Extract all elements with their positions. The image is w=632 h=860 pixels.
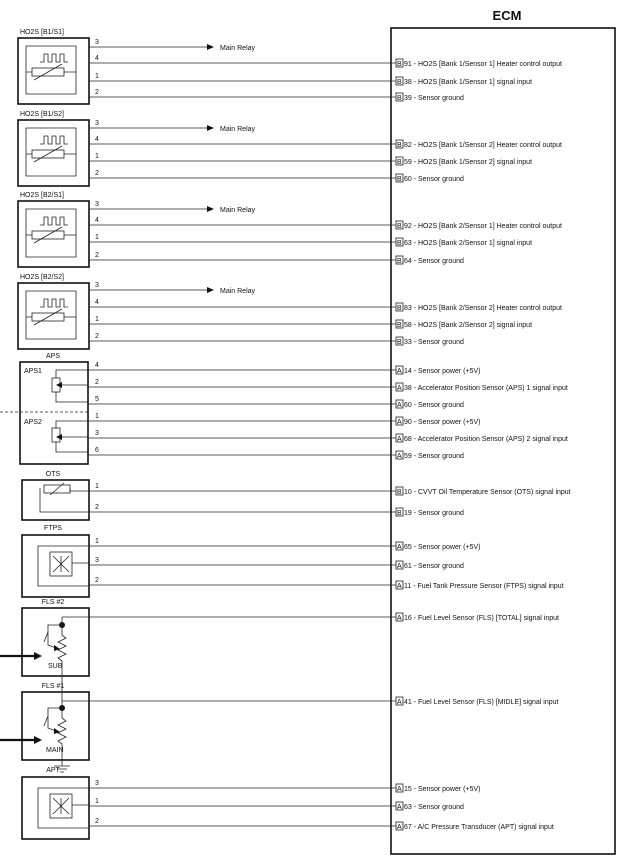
ecm-signal: 10 - CVVT Oil Temperature Sensor (OTS) signal input xyxy=(404,489,571,496)
pin-1: 1 xyxy=(95,153,99,160)
ecm-signal: 15 - Sensor power (+5V) xyxy=(404,786,481,793)
pin-3: 3 xyxy=(95,282,99,289)
ecm-signal: 92 - HO2S [Bank 2/Sensor 1] Heater control output xyxy=(404,223,562,230)
relay-label: Main Relay xyxy=(220,288,256,295)
relay-label: Main Relay xyxy=(220,45,256,52)
ecm-term: A xyxy=(397,436,402,443)
ecm-signal: 65 - Sensor power (+5V) xyxy=(404,544,481,551)
ecm-signal: 82 - HO2S [Bank 1/Sensor 2] Heater control output xyxy=(404,142,562,149)
ho2s-b1s1-label: HO2S [B1/S1] xyxy=(20,29,64,36)
ecm-signal: 61 - Sensor ground xyxy=(404,563,464,570)
pin-1: 1 xyxy=(95,483,99,490)
ecm-signal: 60 - Sensor ground xyxy=(404,402,464,409)
ecm-term: A xyxy=(397,563,402,570)
ecm-signal: 33 - Sensor ground xyxy=(404,339,464,346)
relay-label: Main Relay xyxy=(220,126,256,133)
pin-4: 4 xyxy=(95,136,99,143)
ecm-term: A xyxy=(397,419,402,426)
pin-3: 3 xyxy=(95,557,99,564)
ho2s-b2s1-label: HO2S [B2/S1] xyxy=(20,192,64,199)
aps1-label: APS1 xyxy=(24,368,42,375)
ecm-term: A xyxy=(397,385,402,392)
ecm-term: B xyxy=(397,61,402,68)
fls2-label: FLS #2 xyxy=(41,599,65,606)
pin-1: 1 xyxy=(95,73,99,80)
ecm-signal: 14 - Sensor power (+5V) xyxy=(404,368,481,375)
pin-1: 1 xyxy=(95,316,99,323)
fls2-inner-label: SUB xyxy=(48,663,63,670)
ecm-term: A xyxy=(397,804,402,811)
ecm-term: A xyxy=(397,615,402,622)
ecm-signal: 58 - HO2S [Bank 2/Sensor 2] signal input xyxy=(404,322,533,329)
ecm-signal: 68 - Accelerator Position Sensor (APS) 2 signal input xyxy=(404,436,568,443)
ecm-term: B xyxy=(397,159,402,166)
pin-2: 2 xyxy=(95,170,99,177)
aps2-label: APS2 xyxy=(24,419,42,426)
ecm-signal: 19 - Sensor ground xyxy=(404,510,464,517)
ecm-signal: 63 - HO2S [Bank 2/Sensor 1] signal input xyxy=(404,240,533,247)
pin-1: 1 xyxy=(95,538,99,545)
pin-3: 3 xyxy=(95,201,99,208)
ecm-term: B xyxy=(397,305,402,312)
pin-3: 3 xyxy=(95,39,99,46)
pin-1: 1 xyxy=(95,413,99,420)
pin-2: 2 xyxy=(95,379,99,386)
ecm-signal: 91 - HO2S [Bank 1/Sensor 1] Heater control output xyxy=(404,61,562,68)
ecm-term: A xyxy=(397,453,402,460)
ho2s-b1s2-label: HO2S [B1/S2] xyxy=(20,111,64,118)
relay-label: Main Relay xyxy=(220,207,256,214)
ecm-signal: 67 - A/C Pressure Transducer (APT) signal input xyxy=(404,824,554,831)
ho2s-b2s2-label: HO2S [B2/S2] xyxy=(20,274,64,281)
ftps-label: FTPS xyxy=(44,525,62,532)
ecm-term: B xyxy=(397,142,402,149)
ecm-signal: 41 - Fuel Level Sensor (FLS) [MIDLE] signal input xyxy=(404,699,559,706)
pin-4: 4 xyxy=(95,55,99,62)
ecm-term: B xyxy=(397,223,402,230)
ecm-term: A xyxy=(397,824,402,831)
ecm-term: A xyxy=(397,368,402,375)
pin-4: 4 xyxy=(95,299,99,306)
pin-4: 4 xyxy=(95,362,99,369)
fls1-label: FLS #1 xyxy=(41,683,65,690)
aps-label: APS xyxy=(45,353,61,360)
pin-2: 2 xyxy=(95,333,99,340)
ecm-signal: 39 - Sensor ground xyxy=(404,95,464,102)
ecm-signal: 16 - Fuel Level Sensor (FLS) [TOTAL] signal input xyxy=(404,615,559,622)
ecm-term: B xyxy=(397,176,402,183)
fls1-inner-label: MAIN xyxy=(46,747,64,754)
ecm-term: A xyxy=(397,402,402,409)
ecm-title: ECM xyxy=(492,8,522,23)
ecm-signal: 59 - Sensor ground xyxy=(404,453,464,460)
pin-1: 1 xyxy=(95,234,99,241)
pin-4: 4 xyxy=(95,217,99,224)
ecm-signal: 64 - Sensor ground xyxy=(404,258,464,265)
ecm-term: B xyxy=(397,510,402,517)
pin-5: 5 xyxy=(95,396,99,403)
pin-1: 1 xyxy=(95,798,99,805)
pin-6: 6 xyxy=(95,447,99,454)
pin-3: 3 xyxy=(95,780,99,787)
ecm-signal: 90 - Sensor power (+5V) xyxy=(404,419,481,426)
pin-2: 2 xyxy=(95,818,99,825)
apt-label: APT xyxy=(46,767,60,774)
pin-3: 3 xyxy=(95,120,99,127)
ecm-signal: 38 - HO2S [Bank 1/Sensor 1] signal input xyxy=(404,79,533,86)
pin-2: 2 xyxy=(95,89,99,96)
ecm-term: B xyxy=(397,489,402,496)
pin-2: 2 xyxy=(95,504,99,511)
ecm-term: B xyxy=(397,95,402,102)
ecm-term: A xyxy=(397,699,402,706)
ots-label: OTS xyxy=(45,471,61,478)
ecm-term: B xyxy=(397,322,402,329)
ecm-term: B xyxy=(397,339,402,346)
pin-2: 2 xyxy=(95,577,99,584)
ecm-signal: 60 - Sensor ground xyxy=(404,176,464,183)
ecm-term: A xyxy=(397,786,402,793)
pin-3: 3 xyxy=(95,430,99,437)
pin-2: 2 xyxy=(95,252,99,259)
ecm-signal: 63 - Sensor ground xyxy=(404,804,464,811)
ecm-signal: 59 - HO2S [Bank 1/Sensor 2] signal input xyxy=(404,159,533,166)
ecm-term: B xyxy=(397,258,402,265)
ecm-term: B xyxy=(397,79,402,86)
ecm-term: B xyxy=(397,240,402,247)
ecm-term: A xyxy=(397,544,402,551)
ecm-term: A xyxy=(397,583,402,590)
ecm-signal: 11 - Fuel Tank Pressure Sensor (FTPS) signal input xyxy=(404,583,564,590)
ecm-signal: 38 - Accelerator Position Sensor (APS) 1 signal input xyxy=(404,385,568,392)
ecm-signal: 83 - HO2S [Bank 2/Sensor 2] Heater control output xyxy=(404,305,562,312)
